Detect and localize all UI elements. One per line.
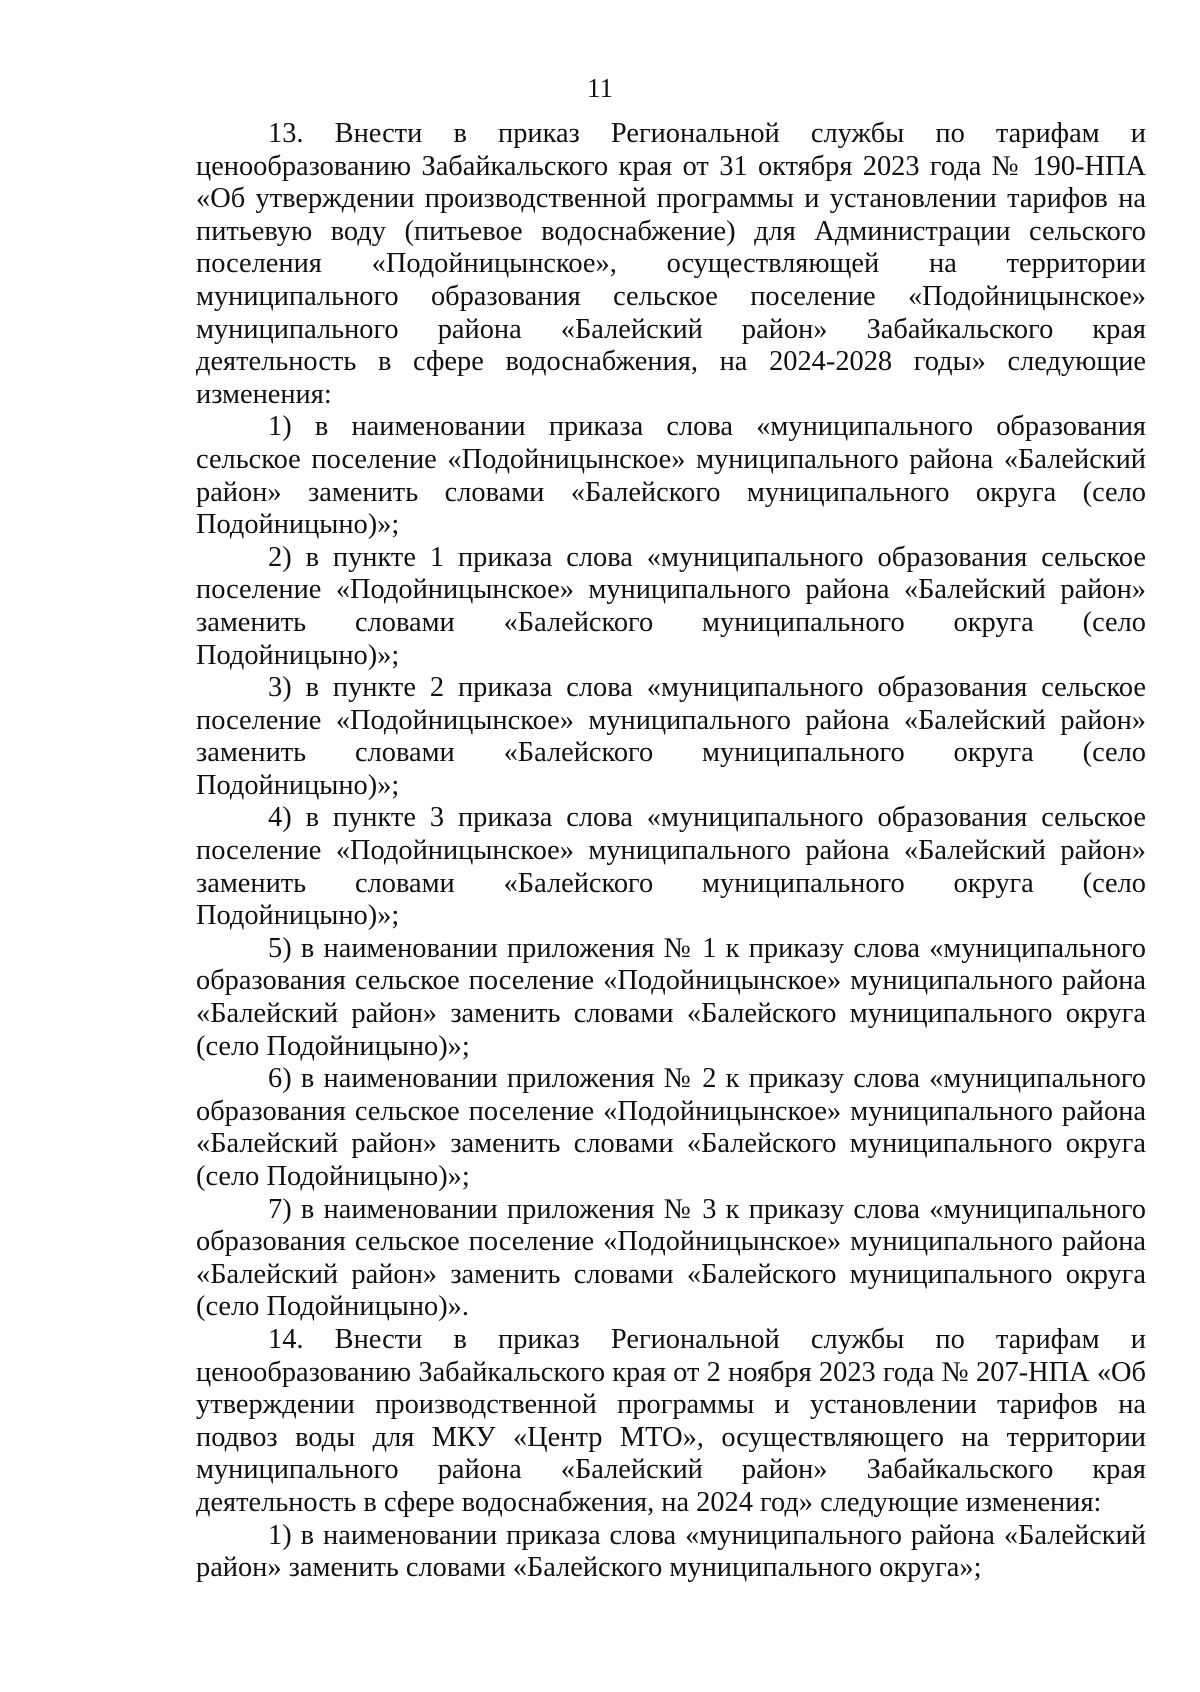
section-13-intro: 13. Внести в приказ Региональной службы по тарифам и ценообразованию Забайкальского края от 31 октября 2023 года № 190-НПА «Об утверждении производственной программы и установлении тарифов на питьевую воду (питьевое водоснабжение) для Администрации сельского поселения «Подойницынское», осуществляющей на территории муниципального образования сельское поселение «Подойницынское» муниципального района «Балейский район» Забайкальского края деятельность в сфере водоснабжения, на 2024-2028 годы» следующие изменения: bbox=[196, 118, 1146, 410]
section-13-item-2: 2) в пункте 1 приказа слова «муниципального образования сельское поселение «Подойницынское» муниципального района «Балейский район» заменить словами «Балейского муниципального округа (село Подойницыно)»; bbox=[196, 541, 1146, 671]
section-14-intro: 14. Внести в приказ Региональной службы по тарифам и ценообразованию Забайкальского края от 2 ноября 2023 года № 207-НПА «Об утверждении производственной программы и установлении тарифов на подвоз воды для МКУ «Центр МТО», осуществляющего на территории муниципального района «Балейский район» Забайкальского края деятельность в сфере водоснабжения, на 2024 год» следующие изменения: bbox=[196, 1323, 1146, 1518]
section-14-item-1: 1) в наименовании приказа слова «муниципального района «Балейский район» заменить словами «Балейского муниципального округа»; bbox=[196, 1519, 1146, 1584]
section-13-item-1: 1) в наименовании приказа слова «муниципального образования сельское поселение «Подойницынское» муниципального района «Балейский район» заменить словами «Балейского муниципального округа (село Подойницыно)»; bbox=[196, 411, 1146, 541]
section-13-item-3: 3) в пункте 2 приказа слова «муниципального образования сельское поселение «Подойницынское» муниципального района «Балейский район» заменить словами «Балейского муниципального округа (село Подойницыно)»; bbox=[196, 672, 1146, 801]
section-13-item-7: 7) в наименовании приложения № 3 к приказу слова «муниципального образования сельское поселение «Подойницынское» муниципального района «Балейский район» заменить словами «Балейского муниципального округа (село Подойницыно)». bbox=[196, 1193, 1146, 1323]
section-13-item-4: 4) в пункте 3 приказа слова «муниципального образования сельское поселение «Подойницынское» муниципального района «Балейский район» заменить словами «Балейского муниципального округа (село Подойницыно)»; bbox=[196, 802, 1146, 932]
page-number: 11 bbox=[587, 73, 613, 103]
document-body bbox=[196, 118, 1146, 1585]
section-13-item-5: 5) в наименовании приложения № 1 к приказу слова «муниципального образования сельское поселение «Подойницынское» муниципального района «Балейский район» заменить словами «Балейского муниципального округа (село Подойницыно)»; bbox=[196, 932, 1146, 1062]
section-13-item-6: 6) в наименовании приложения № 2 к приказу слова «муниципального образования сельское поселение «Подойницынское» муниципального района «Балейский район» заменить словами «Балейского муниципального округа (село Подойницыно)»; bbox=[196, 1063, 1146, 1192]
